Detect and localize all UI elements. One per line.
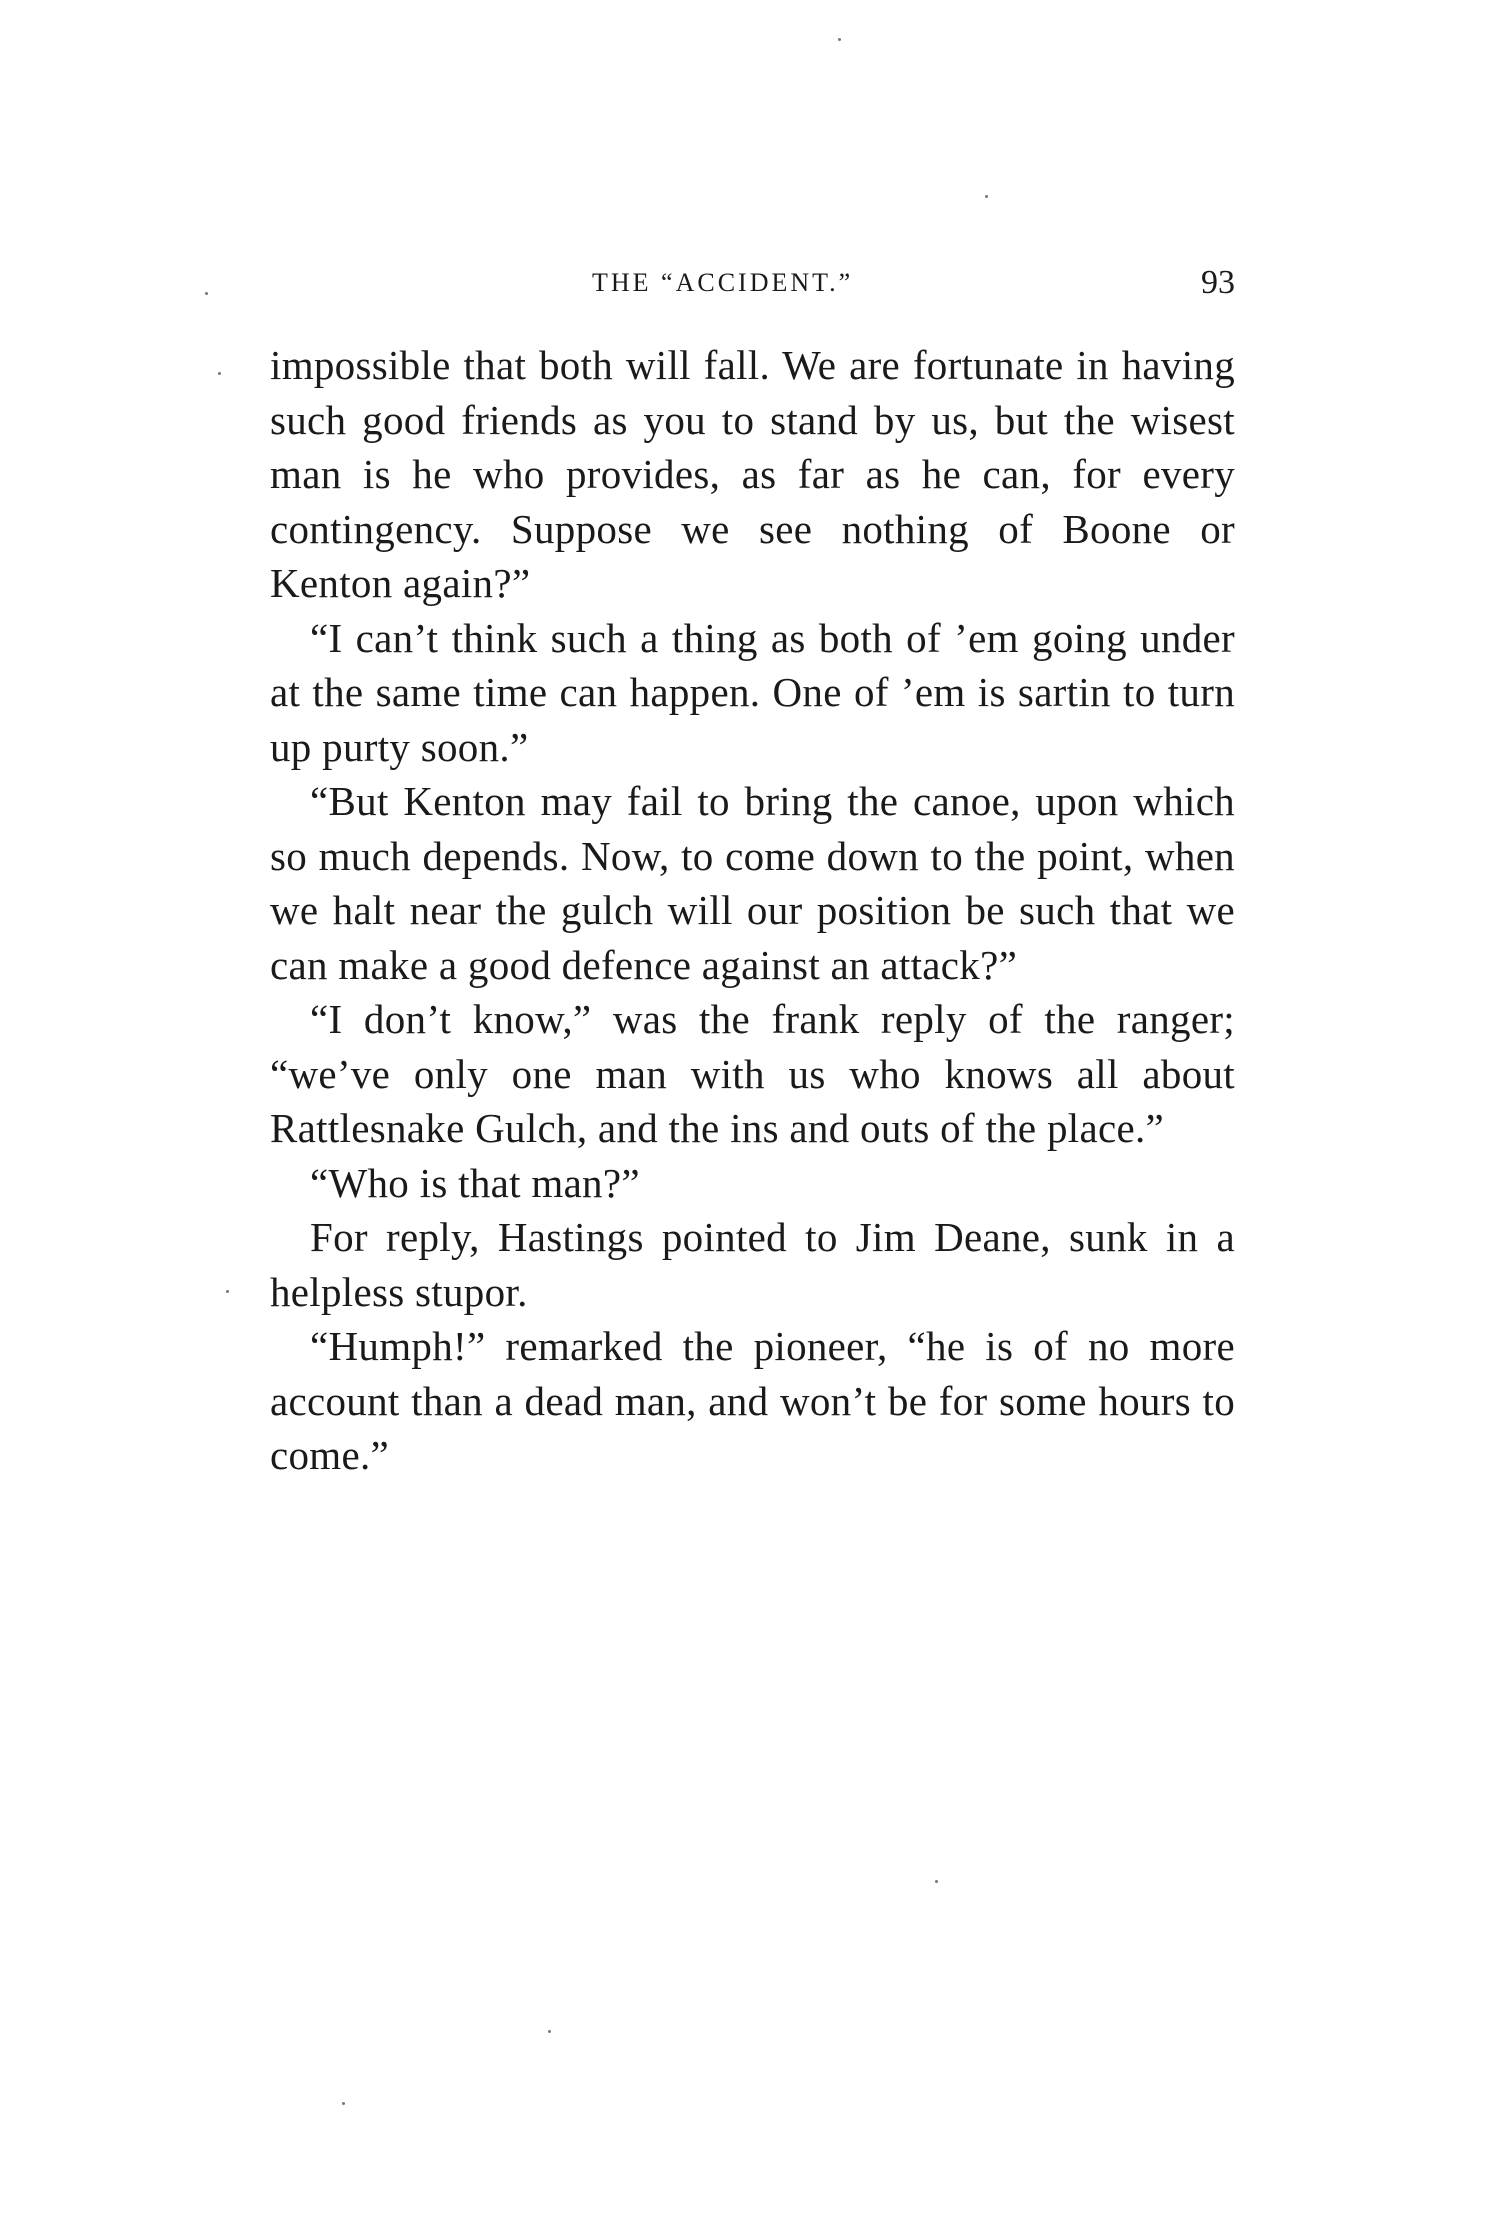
- paragraph: “Humph!” remarked the pioneer, “he is of no more account than a dead man, and won’t be for some hours to come.”: [270, 1323, 1235, 1478]
- page-number: 93: [1201, 264, 1235, 301]
- paragraph: “I don’t know,” was the frank reply of the ranger; “we’ve only one man with us who knows all about Rattlesnake Gulch, and the ins and outs of the place.”: [270, 996, 1235, 1151]
- running-title: THE “ACCIDENT.”: [592, 268, 854, 297]
- book-page: [270, 264, 1235, 1483]
- scan-speck: [935, 1880, 938, 1883]
- paragraph: “Who is that man?”: [310, 1159, 640, 1206]
- paragraph: For reply, Hastings pointed to Jim Deane, sunk in a helpless stupor.: [270, 1214, 1235, 1315]
- running-head: [270, 264, 1235, 316]
- scan-speck: [985, 195, 988, 198]
- paragraph: impossible that both will fall. We are fortunate in having such good friends as you to stand by us, but the wisest man is he who provides, as far as he can, for every contingency. Suppose we see nothing of Boone or Kenton again?”: [270, 342, 1235, 606]
- scan-speck: [838, 38, 841, 41]
- body-text: [270, 338, 1235, 1483]
- scan-speck: [226, 1290, 229, 1293]
- scan-speck: [548, 2030, 551, 2033]
- paragraph: “I can’t think such a thing as both of ’em going under at the same time can happen. One of ’em is sartin to turn up purty soon.”: [270, 614, 1235, 770]
- scan-speck: [205, 292, 208, 295]
- paragraph: “But Kenton may fail to bring the canoe, upon which so much depends. Now, to come down to the point, when we halt near the gulch will our position be such that we can make a good defence against an attack?”: [270, 778, 1235, 988]
- scan-speck: [342, 2102, 345, 2105]
- scan-speck: [218, 372, 221, 375]
